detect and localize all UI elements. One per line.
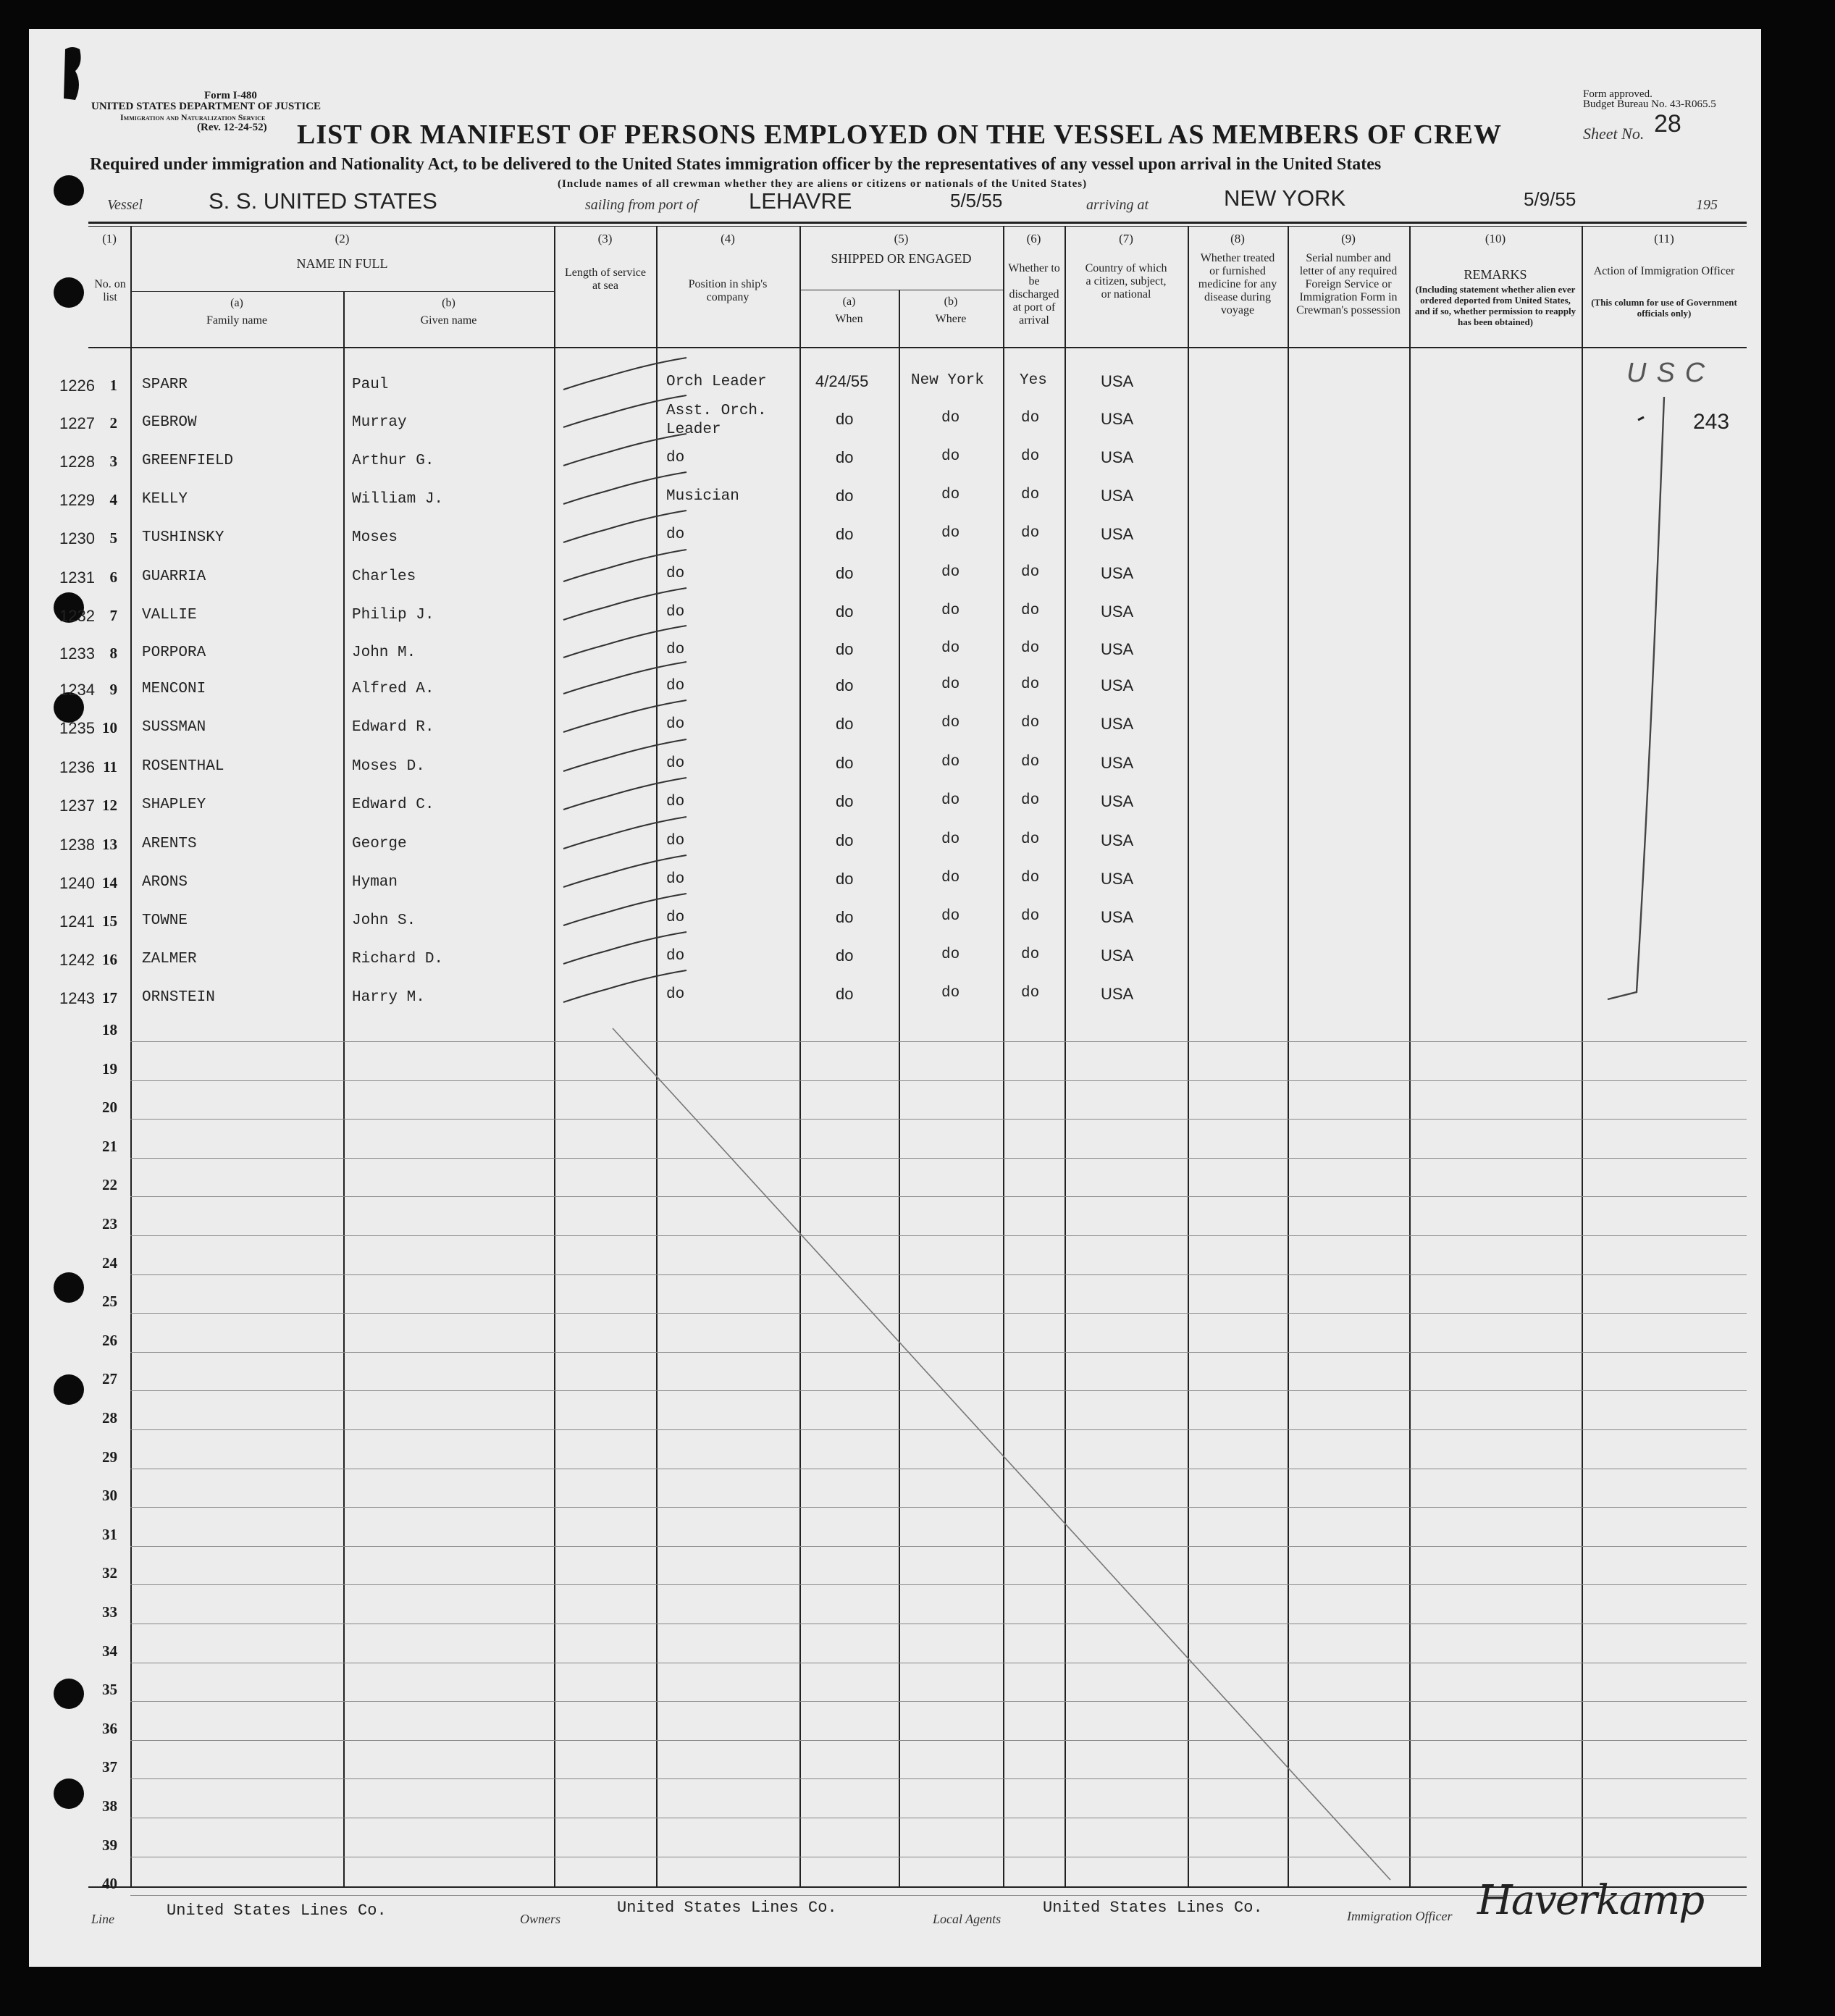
shipped-when: do	[836, 946, 854, 965]
col7-num: (7)	[1119, 232, 1133, 245]
sheet-number: 28	[1654, 110, 1681, 138]
handwritten-number: 1241	[59, 912, 95, 931]
line-number: 14	[102, 874, 117, 891]
position: Musician	[666, 488, 739, 505]
shipped-when: do	[836, 908, 854, 926]
position: do	[666, 678, 685, 694]
sailing-label: sailing from port of	[585, 197, 698, 213]
line-number: 34	[102, 1642, 117, 1660]
col2a-label: Family name	[206, 314, 267, 327]
country: USA	[1101, 754, 1134, 772]
family-name: SHAPLEY	[142, 797, 206, 813]
shipped-when: do	[836, 410, 854, 428]
shipped-when: do	[836, 640, 854, 658]
country: USA	[1101, 870, 1134, 888]
discharged: do	[1021, 715, 1040, 731]
country: USA	[1101, 792, 1134, 810]
family-name: SUSSMAN	[142, 719, 206, 736]
discharged: do	[1021, 602, 1040, 619]
col5b-num: (b)	[944, 295, 958, 308]
position: do	[666, 450, 685, 466]
family-name: ARENTS	[142, 836, 197, 852]
handwritten-number: 1243	[59, 989, 95, 1007]
family-name: VALLIE	[142, 607, 197, 623]
shipped-when: do	[836, 870, 854, 888]
shipped-where: do	[941, 676, 960, 693]
family-name: ARONS	[142, 874, 188, 891]
line-number: 36	[102, 1720, 117, 1737]
shipped-when: do	[836, 985, 854, 1003]
shipped-when: do	[836, 448, 854, 466]
given-name: George	[352, 836, 407, 852]
shipped-when: do	[836, 754, 854, 772]
department: UNITED STATES DEPARTMENT OF JUSTICE	[91, 101, 322, 112]
col11-note: (This column for use of Government officials only)	[1591, 297, 1737, 319]
shipped-when: do	[836, 792, 854, 810]
line-number: 7	[109, 607, 117, 624]
handwritten-number: 1228	[59, 453, 95, 471]
budget-bureau: Budget Bureau No. 43-R065.5	[1583, 98, 1716, 110]
count-annotation: 243	[1693, 410, 1730, 434]
discharged: do	[1021, 985, 1040, 1001]
country: USA	[1101, 564, 1134, 582]
col8-label: Whether treated or furnished medicine for any disease during voyage	[1198, 252, 1277, 316]
discharged: do	[1021, 676, 1040, 693]
handwritten-number: 1226	[59, 377, 95, 395]
given-name: William J.	[352, 491, 444, 508]
col4-num: (4)	[721, 232, 735, 245]
service: Immigration and Naturalization Service	[120, 112, 266, 122]
line-number: 27	[102, 1370, 117, 1387]
line-number: 5	[109, 529, 117, 547]
col7-label: Country of which a citizen, subject, or national	[1085, 262, 1167, 301]
col1-label: No. on list	[94, 278, 126, 303]
line-number: 12	[102, 797, 117, 814]
shipped-where: New York	[911, 372, 984, 389]
service-check-mark	[563, 894, 686, 925]
family-name: PORPORA	[142, 644, 206, 661]
handwritten-number: 1227	[59, 414, 95, 432]
shipped-when: do	[836, 564, 854, 582]
line-number: 38	[102, 1797, 117, 1815]
country: USA	[1101, 676, 1134, 694]
year-label: 195	[1696, 197, 1718, 213]
position: do	[666, 526, 685, 543]
line-number: 2	[109, 414, 117, 432]
service-check-mark	[563, 358, 686, 390]
footer-agents-label: Local Agents	[933, 1912, 1002, 1926]
col6-label: Whether to be discharged at port of arrival	[1008, 262, 1060, 327]
shipped-when: 4/24/55	[815, 372, 869, 390]
col4-label: Position in ship's company	[688, 278, 768, 303]
usc-annotation: USC	[1626, 358, 1716, 388]
line-number: 15	[102, 912, 117, 930]
family-name: GEBROW	[142, 414, 197, 431]
given-name: Richard D.	[352, 951, 444, 967]
discharged: do	[1021, 792, 1040, 809]
discharged: Yes	[1020, 372, 1047, 389]
discharged: do	[1021, 448, 1040, 465]
country: USA	[1101, 487, 1134, 505]
shipped-where: do	[941, 870, 960, 886]
given-name: Philip J.	[352, 607, 434, 623]
line-number: 19	[102, 1060, 117, 1078]
port-from: LEHAVRE	[749, 188, 852, 214]
port-to: NEW YORK	[1224, 185, 1346, 211]
position: Asst. Orch.	[666, 403, 767, 419]
service-check-mark	[563, 932, 686, 964]
discharged: do	[1021, 640, 1040, 657]
service-check-mark	[563, 700, 686, 732]
discharged: do	[1021, 525, 1040, 542]
col1-num: (1)	[102, 232, 117, 245]
country: USA	[1101, 715, 1134, 733]
tick-mark	[1638, 417, 1644, 420]
family-name: TOWNE	[142, 912, 188, 929]
line-number: 10	[102, 719, 117, 736]
col2-num: (2)	[335, 232, 350, 245]
line-number: 21	[102, 1138, 117, 1155]
col3-label: Length of service at sea	[565, 266, 646, 292]
bracket-mark	[1608, 397, 1664, 999]
position: do	[666, 716, 685, 733]
position: do	[666, 794, 685, 810]
col11-num: (11)	[1654, 232, 1674, 245]
family-name: KELLY	[142, 491, 188, 508]
shipped-where: do	[941, 831, 960, 848]
col2b-label: Given name	[420, 314, 477, 327]
footer-owners-label: Owners	[520, 1912, 561, 1926]
discharged: do	[1021, 870, 1040, 886]
service-check-mark	[563, 778, 686, 810]
shipped-where: do	[941, 792, 960, 809]
torn-corner	[64, 47, 81, 100]
handwritten-number: 1232	[59, 607, 95, 625]
footer-agents: United States Lines Co.	[1043, 1899, 1263, 1917]
shipped-where: do	[941, 487, 960, 503]
diagonal-strike-line	[613, 1028, 1390, 1880]
family-name: MENCONI	[142, 681, 206, 697]
discharged: do	[1021, 487, 1040, 503]
col5a-label: When	[835, 313, 863, 325]
handwritten-number: 1229	[59, 491, 95, 509]
required-statement: Required under immigration and Nationality Act, to be delivered to the United States immigration officer by the representatives of any vessel upon arrival in the United States	[90, 155, 1382, 174]
footer-line: United States Lines Co.	[167, 1902, 387, 1920]
form-approved: Form approved.	[1583, 88, 1653, 100]
line-number: 17	[102, 989, 117, 1007]
handwritten-number: 1242	[59, 951, 95, 969]
service-check-mark	[563, 395, 686, 427]
service-check-mark	[563, 662, 686, 694]
col11-label: Action of Immigration Officer	[1593, 265, 1735, 277]
col10-label: REMARKS	[1464, 267, 1527, 282]
line-number: 22	[102, 1176, 117, 1193]
country: USA	[1101, 410, 1134, 428]
given-name: Hyman	[352, 874, 398, 891]
col10-note: (Including statement whether alien ever ordered deported from United States, and if so, whether permission to reapply has been obtained)	[1414, 284, 1576, 327]
service-check-mark	[563, 511, 686, 542]
service-check-mark	[563, 970, 686, 1002]
given-name: Moses	[352, 529, 398, 546]
country: USA	[1101, 602, 1134, 621]
shipped-when: do	[836, 525, 854, 543]
family-name: TUSHINSKY	[142, 529, 224, 546]
position: do	[666, 871, 685, 888]
officer-signature: Haverkamp	[1477, 1877, 1704, 1924]
line-number: 35	[102, 1681, 117, 1698]
line-number: 13	[102, 836, 117, 853]
shipped-where: do	[941, 985, 960, 1001]
country: USA	[1101, 908, 1134, 926]
footer-line-label: Line	[91, 1912, 115, 1926]
line-number: 24	[102, 1254, 117, 1272]
position: Leader	[666, 421, 721, 438]
shipped-where: do	[941, 946, 960, 963]
shipped-where: do	[941, 602, 960, 619]
sheet-label: Sheet No.	[1583, 125, 1645, 143]
handwritten-number: 1236	[59, 758, 95, 776]
line-number: 30	[102, 1487, 117, 1504]
vessel-name: S. S. UNITED STATES	[209, 188, 437, 214]
line-number: 11	[103, 758, 117, 776]
handwritten-number: 1238	[59, 836, 95, 854]
service-check-mark	[563, 626, 686, 658]
handwritten-number: 1235	[59, 719, 95, 737]
handwritten-number: 1230	[59, 529, 95, 547]
col6-num: (6)	[1026, 232, 1041, 245]
page-title: LIST OR MANIFEST OF PERSONS EMPLOYED ON THE VESSEL AS MEMBERS OF CREW	[297, 119, 1502, 150]
line-number: 4	[109, 491, 117, 508]
col2b-num: (b)	[442, 297, 455, 309]
position: do	[666, 948, 685, 965]
form-number: Form I-480	[204, 90, 257, 101]
country: USA	[1101, 525, 1134, 543]
country: USA	[1101, 640, 1134, 658]
discharged: do	[1021, 754, 1040, 770]
shipped-where: do	[941, 640, 960, 657]
line-number: 40	[102, 1875, 117, 1892]
col5-label: SHIPPED OR ENGAGED	[831, 251, 972, 266]
col8-num: (8)	[1230, 232, 1245, 245]
given-name: Harry M.	[352, 989, 425, 1006]
line-number: 39	[102, 1836, 117, 1854]
position: do	[666, 986, 685, 1003]
col9-num: (9)	[1341, 232, 1356, 245]
handwritten-number: 1233	[59, 644, 95, 663]
arriving-label: arriving at	[1086, 197, 1149, 213]
given-name: Moses D.	[352, 758, 425, 775]
service-check-mark	[563, 550, 686, 581]
country: USA	[1101, 448, 1134, 466]
shipped-where: do	[941, 908, 960, 925]
col5-num: (5)	[894, 232, 909, 245]
shipped-when: do	[836, 831, 854, 849]
col10-num: (10)	[1485, 232, 1506, 245]
given-name: John S.	[352, 912, 416, 929]
footer-officer-label: Immigration Officer	[1347, 1909, 1453, 1923]
include-note: (Include names of all crewman whether they are aliens or citizens or nationals of the United States)	[558, 178, 1088, 190]
position: do	[666, 604, 685, 621]
discharged: do	[1021, 946, 1040, 963]
line-number: 6	[109, 568, 117, 586]
service-check-mark	[563, 472, 686, 504]
col2a-num: (a)	[230, 297, 243, 309]
line-number: 25	[102, 1293, 117, 1310]
given-name: Edward R.	[352, 719, 434, 736]
family-name: ROSENTHAL	[142, 758, 224, 775]
family-name: GUARRIA	[142, 568, 206, 585]
service-check-mark	[563, 588, 686, 620]
shipped-when: do	[836, 487, 854, 505]
line-number: 18	[102, 1021, 117, 1038]
line-number: 26	[102, 1332, 117, 1349]
line-number: 9	[109, 681, 117, 698]
family-name: SPARR	[142, 377, 188, 393]
discharged: do	[1021, 410, 1040, 427]
country: USA	[1101, 831, 1134, 849]
handwritten-number: 1240	[59, 874, 95, 892]
country: USA	[1101, 946, 1134, 965]
line-number: 23	[102, 1215, 117, 1232]
given-name: Murray	[352, 414, 407, 431]
given-name: Charles	[352, 568, 416, 585]
position: do	[666, 910, 685, 926]
position: do	[666, 566, 685, 582]
vessel-label: Vessel	[107, 197, 143, 213]
position: do	[666, 833, 685, 849]
date-to: 5/9/55	[1524, 188, 1576, 210]
country: USA	[1101, 372, 1134, 390]
col2-label: NAME IN FULL	[296, 256, 388, 271]
shipped-where: do	[941, 754, 960, 770]
col3-num: (3)	[597, 232, 613, 245]
discharged: do	[1021, 908, 1040, 925]
given-name: John M.	[352, 644, 416, 661]
line-number: 3	[109, 453, 117, 470]
line-number: 33	[102, 1603, 117, 1621]
line-number: 28	[102, 1409, 117, 1427]
footer-owners: United States Lines Co.	[617, 1899, 837, 1917]
shipped-when: do	[836, 676, 854, 694]
line-number: 8	[109, 644, 117, 662]
given-name: Edward C.	[352, 797, 434, 813]
shipped-when: do	[836, 715, 854, 733]
shipped-where: do	[941, 448, 960, 465]
service-check-mark	[563, 817, 686, 849]
shipped-where: do	[941, 564, 960, 581]
position: do	[666, 755, 685, 772]
discharged: do	[1021, 831, 1040, 848]
service-check-mark	[563, 739, 686, 771]
shipped-where: do	[941, 410, 960, 427]
line-number: 29	[102, 1448, 117, 1466]
col5b-label: Where	[935, 313, 967, 325]
line-number: 37	[102, 1758, 117, 1776]
family-name: ORNSTEIN	[142, 989, 215, 1006]
handwritten-number: 1231	[59, 568, 95, 587]
handwritten-number: 1234	[59, 681, 95, 699]
given-name: Arthur G.	[352, 453, 434, 469]
col9-label: Serial number and letter of any required Foreign Service or Immigration Form in Crewman's possession	[1296, 252, 1401, 316]
col5a-num: (a)	[842, 295, 856, 308]
line-number: 31	[102, 1526, 117, 1543]
date-from: 5/5/55	[950, 190, 1003, 211]
family-name: ZALMER	[142, 951, 197, 967]
line-number: 20	[102, 1099, 117, 1116]
handwritten-number: 1237	[59, 797, 95, 815]
line-number: 16	[102, 951, 117, 968]
given-name: Paul	[352, 377, 389, 393]
shipped-where: do	[941, 715, 960, 731]
revision: (Rev. 12-24-52)	[197, 122, 267, 133]
service-check-mark	[563, 434, 686, 466]
line-number: 1	[109, 377, 117, 394]
service-check-mark	[563, 855, 686, 887]
family-name: GREENFIELD	[142, 453, 234, 469]
position: do	[666, 642, 685, 658]
line-number: 32	[102, 1564, 117, 1582]
country: USA	[1101, 985, 1134, 1003]
position: Orch Leader	[666, 374, 767, 390]
given-name: Alfred A.	[352, 681, 434, 697]
discharged: do	[1021, 564, 1040, 581]
shipped-when: do	[836, 602, 854, 621]
shipped-where: do	[941, 525, 960, 542]
